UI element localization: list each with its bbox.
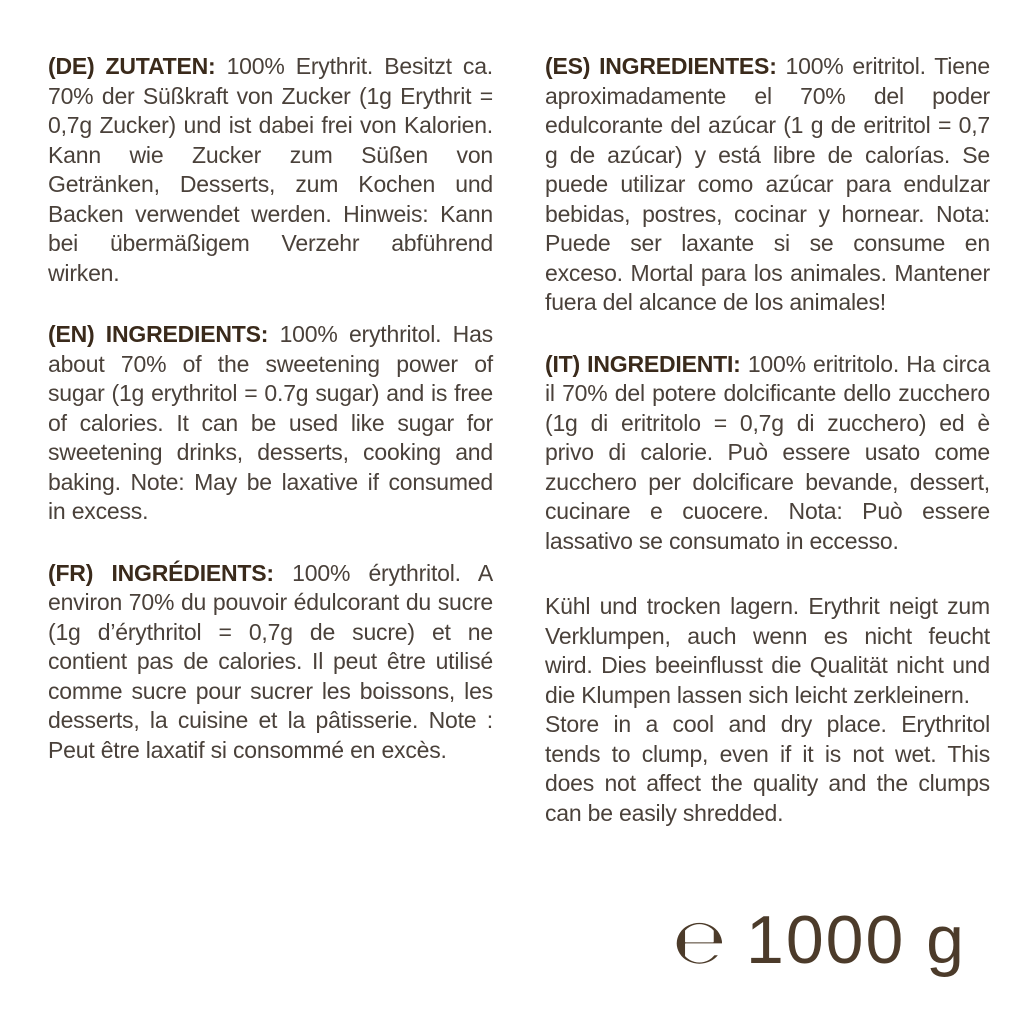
storage-note-de: Kühl und trocken lagern. Erythrit neigt zum Verklumpen, auch wenn es nicht feucht wird. Dies beeinflusst die Qualität nicht und die Klumpen lassen sich leicht zerkleinern. — [545, 593, 990, 708]
storage-instructions — [545, 592, 990, 828]
ingredients-heading-en: (EN) INGREDIENTS: — [48, 321, 269, 347]
ingredients-section-fr — [48, 559, 493, 766]
ingredients-body-en: 100% erythritol. Has about 70% of the sweetening power of sugar (1g erythritol = 0.7g sugar) and is free of calories. It can be used like sugar for sweetening drinks, desserts, cooking and baking. Note: May be laxative if consumed in excess. — [48, 321, 493, 524]
ingredients-body-it: 100% eritritolo. Ha circa il 70% del potere dolcificante dello zucchero (1g di eritritolo = 0,7g di zucchero) ed è privo di calorie. Può essere usato come zucchero per dolcificare bevande, dessert, cucinare e cuocere. Nota: Può essere lassativo se consumato in eccesso. — [545, 350, 990, 554]
right-column — [545, 52, 990, 828]
ingredients-section-de — [48, 52, 493, 288]
estimated-sign: ℮ — [673, 905, 727, 978]
ingredients-section-it — [545, 350, 990, 557]
ingredients-heading-es: (ES) INGREDIENTES: — [545, 53, 777, 79]
ingredients-heading-fr: (FR) INGRÉDIENTS: — [48, 559, 274, 586]
ingredients-body-es: 100% eritritol. Tiene aproximadamente el 70% del poder edulcorante del azúcar (1 g de eritritol = 0,7 g de azúcar) y está libre de calorías. Se puede utilizar como azúcar para endulzar bebidas, postres, cocinar y hornear. Nota: Puede ser laxante si se consume en exceso. Mortal para los animales. Mantener fuera del alcance de los animales! — [545, 53, 990, 315]
left-column — [48, 52, 493, 828]
ingredients-section-es — [545, 52, 990, 318]
net-weight-value: 1000 g — [746, 902, 966, 978]
ingredients-body-fr: 100% érythritol. A environ 70% du pouvoir édulcorant du sucre (1g d’érythritol = 0,7g de sucre) et ne contient pas de calories. Il peut être utilisé comme sucre pour sucrer les boissons, les desserts, la cuisine et la pâtisserie. Note : Peut être laxatif si consommé en excès. — [48, 559, 493, 763]
ingredients-heading-de: (DE) ZUTATEN: — [48, 53, 216, 79]
ingredients-heading-it: (IT) INGREDIENTI: — [545, 350, 741, 377]
storage-note-en: Store in a cool and dry place. Erythritol tends to clump, even if it is not wet. This does not affect the quality and the clumps can be easily shredded. — [545, 711, 990, 826]
ingredients-body-de: 100% Erythrit. Besitzt ca. 70% der Süßkraft von Zucker (1g Erythrit = 0,7g Zucker) und ist dabei frei von Kalorien. Kann wie Zucker zum Süßen von Getränken, Desserts, zum Kochen und Backen verwendet werden. Hinweis: Kann bei übermäßigem Verzehr abführend wirken. — [48, 53, 493, 286]
net-quantity — [673, 902, 966, 978]
ingredients-section-en — [48, 320, 493, 527]
